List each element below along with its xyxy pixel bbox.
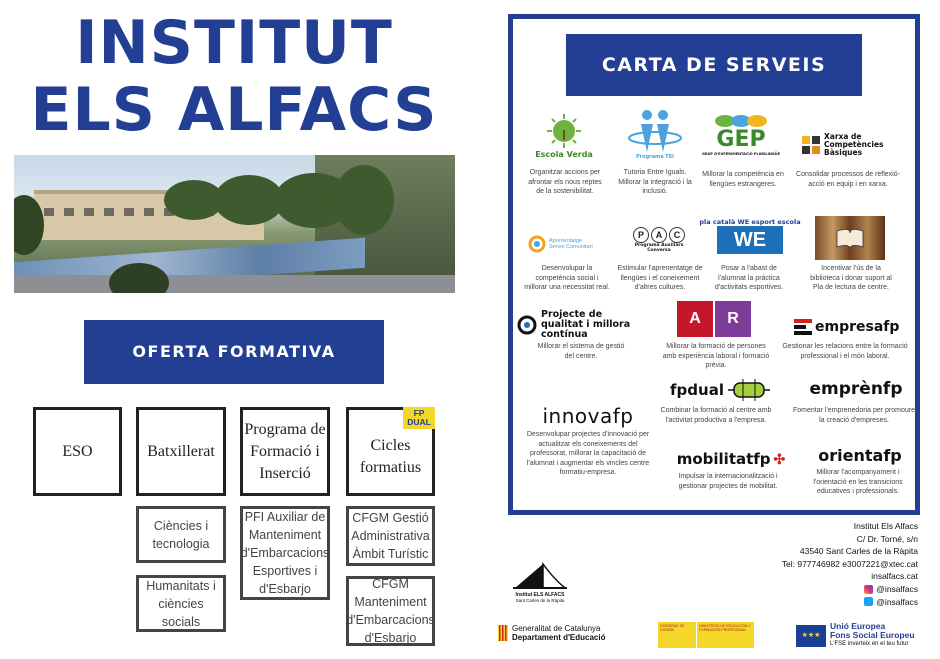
eu-logo	[796, 622, 915, 649]
service-desc: Desenvolupar projectes d'innovació per actualitzar els coneixements del professorat, millorar la capacitació de l'alumnat i augmentar els vincles centre formatiu-empresa.	[526, 431, 650, 476]
generalitat-logo	[498, 624, 605, 642]
service-desc: Impulsar la internacionalització i gestionar projectes de mobilitat.	[678, 473, 778, 490]
orientafp-logo	[812, 442, 908, 468]
logo-text: Fons Social Europeu	[830, 630, 915, 640]
institut-logo	[510, 560, 570, 604]
service-desc: Combinar la formació al centre amb l'activitat productiva a l'empresa.	[660, 407, 772, 424]
logo-text: Unió Europea	[830, 621, 886, 631]
option-label: PFI Auxiliar de Manteniment d'Embarcacions Esportives i d'Esbarjo	[240, 510, 330, 596]
cicles-label: Cicles formatius	[359, 436, 422, 476]
service-desc: Millorar l'acompanyament i l'orientació en les transicions educatives i professionals.	[813, 469, 903, 495]
gep-logo	[702, 106, 780, 164]
logo-text: Institut ELS ALFACS	[515, 592, 565, 598]
logo-text: GOBIERNO DE ESPAÑA	[658, 622, 696, 648]
service-desc: Millorar el sistema de gestió del centre.	[537, 343, 625, 360]
oferta-formativa-banner: OFERTA FORMATIVA	[84, 320, 384, 384]
cicles-formatius-box	[346, 407, 435, 496]
logo-text: innovafp	[542, 404, 634, 428]
eso-label: ESO	[62, 442, 93, 460]
service-desc: Desenvolupar la competència social i millorar una necessitat real.	[524, 265, 610, 291]
logo-subtext: GRUP D'EXPERIMENTACIÓ PLURILINGÜE	[702, 152, 780, 156]
logo-text: MINISTERIO DE EDUCACIÓN Y FORMACIÓN PROFESIONAL	[696, 622, 754, 648]
assessorament-reconeixement-logo: A R	[676, 300, 752, 338]
carta-serveis-banner: CARTA DE SERVEIS	[566, 34, 862, 96]
option-label: CFGM Manteniment d'Embarcacions d'Esbarjo	[346, 577, 435, 645]
innovafp-logo	[536, 402, 640, 430]
option-label: Humanitats i ciències socials	[146, 578, 216, 629]
service-desc: Gestionar les relacions entre la formació professional i el món laboral.	[782, 343, 908, 360]
service-desc: Estimular l'aprenentatge de llengües i el coneixement d'altres cultures.	[617, 265, 703, 291]
service-desc: Millorar la competència en llengües estrangeres.	[702, 171, 784, 188]
contact-web[interactable]: insalfacs.cat	[871, 571, 918, 582]
logo-text: orientafp	[818, 445, 902, 465]
logo-text: pla català WE esport escola	[699, 218, 801, 226]
programa-tei-logo	[623, 106, 687, 162]
service-desc: Millorar la formació de persones amb experiència laboral i formació prèvia.	[662, 343, 770, 369]
empresafp-logo	[794, 316, 906, 338]
contact-phone-email: Tel: 977746982 e3007221@xtec.cat	[781, 558, 918, 569]
contact-block	[782, 520, 918, 608]
logo-text: Aprenentatge Servei Comunitari	[549, 237, 593, 250]
institut-title-line1: INSTITUT	[75, 8, 393, 78]
cfgm-option-gestio	[346, 506, 435, 566]
contact-instagram[interactable]: @insalfacs	[876, 583, 918, 594]
programa-label: Programa de Formació i Inserció	[244, 420, 326, 482]
eu-flag-icon: ★★★	[796, 625, 826, 647]
option-label: CFGM Gestió Administrativa Àmbit Turístic	[351, 511, 430, 561]
fpdual-logo	[666, 378, 774, 402]
logo-text: L'FSE inverteix en el teu futur	[830, 641, 909, 647]
logo-text: empresafp	[815, 319, 900, 335]
institut-title-line2: ELS ALFACS	[30, 75, 438, 145]
logo-text: Generalitat de Catalunya	[512, 624, 601, 633]
logo-text: Escola Verda	[535, 149, 593, 159]
eso-box	[33, 407, 122, 496]
programa-formacio-box	[240, 407, 330, 496]
contact-twitter[interactable]: @insalfacs	[876, 596, 918, 607]
mobilitatfp-logo	[672, 446, 790, 472]
batx-option-humanitats	[136, 575, 226, 632]
service-desc: Posar a l'abast de l'alumnat la pràctica d'activitats esportives.	[714, 265, 784, 291]
instagram-icon	[864, 585, 873, 594]
aprenentatge-servei-logo	[528, 228, 598, 260]
logo-text: Xarxa de Competències Bàsiques	[824, 132, 884, 157]
logo-text: Sant Carles de la Ràpita	[515, 598, 565, 603]
logo-text: Projecte de qualitat i millora contínua	[541, 309, 631, 340]
batx-option-ciencies	[136, 506, 226, 563]
service-desc: Incentivar l'ús de la biblioteca i donar suport al Pla de lectura de centre.	[810, 265, 892, 291]
service-desc: Tutoria Entre Iguals. Millorar la integració i la inclusió.	[618, 169, 692, 195]
service-desc: Organitzar accions per afrontar els nous reptes de la sostenibilitat.	[528, 169, 602, 195]
pac-logo: P A C Programa Auxiliars Conversa	[630, 220, 688, 260]
ministerio-logo	[658, 622, 754, 648]
xarxa-competencies-logo	[802, 130, 892, 160]
logo-text: mobilitatfp	[676, 450, 771, 468]
contact-name: Institut Els Alfacs	[853, 521, 918, 531]
emprenfp-logo	[806, 376, 906, 402]
pla-catala-esport-logo: pla català WE esport escola WE	[715, 214, 785, 258]
batxillerat-label: Batxillerat	[147, 442, 215, 460]
service-desc: Fomentar l'emprenedoria per promoure la creació d'empreses.	[793, 407, 915, 424]
escola-verda-logo	[535, 108, 593, 162]
pfi-option	[240, 506, 330, 600]
school-photo	[14, 155, 455, 293]
cfgm-option-manteniment	[346, 576, 435, 646]
logo-subtext: Programa Auxiliars Conversa	[634, 242, 684, 253]
logo-text: Programa TEI	[636, 154, 674, 160]
logo-text: emprènfp	[809, 379, 903, 399]
logo-text: GEP	[716, 127, 766, 152]
service-desc: Consolidar processos de reflexió-acció en equip i en xarxa.	[796, 171, 900, 188]
option-label: Ciències i tecnologia	[152, 518, 210, 551]
biblioteca-image	[815, 216, 885, 260]
contact-city: 43540 Sant Carles de la Ràpita	[799, 546, 918, 557]
fp-dual-badge: FP DUAL	[403, 407, 435, 429]
projecte-qualitat-logo	[517, 309, 647, 340]
batxillerat-box	[136, 407, 226, 496]
logo-text: Departament d'Educació	[512, 633, 606, 642]
twitter-icon	[864, 597, 873, 606]
logo-text: fpdual	[670, 381, 724, 399]
arrows-icon: ✣	[773, 450, 786, 467]
contact-street: C/ Dr. Torné, s/n	[856, 533, 918, 544]
